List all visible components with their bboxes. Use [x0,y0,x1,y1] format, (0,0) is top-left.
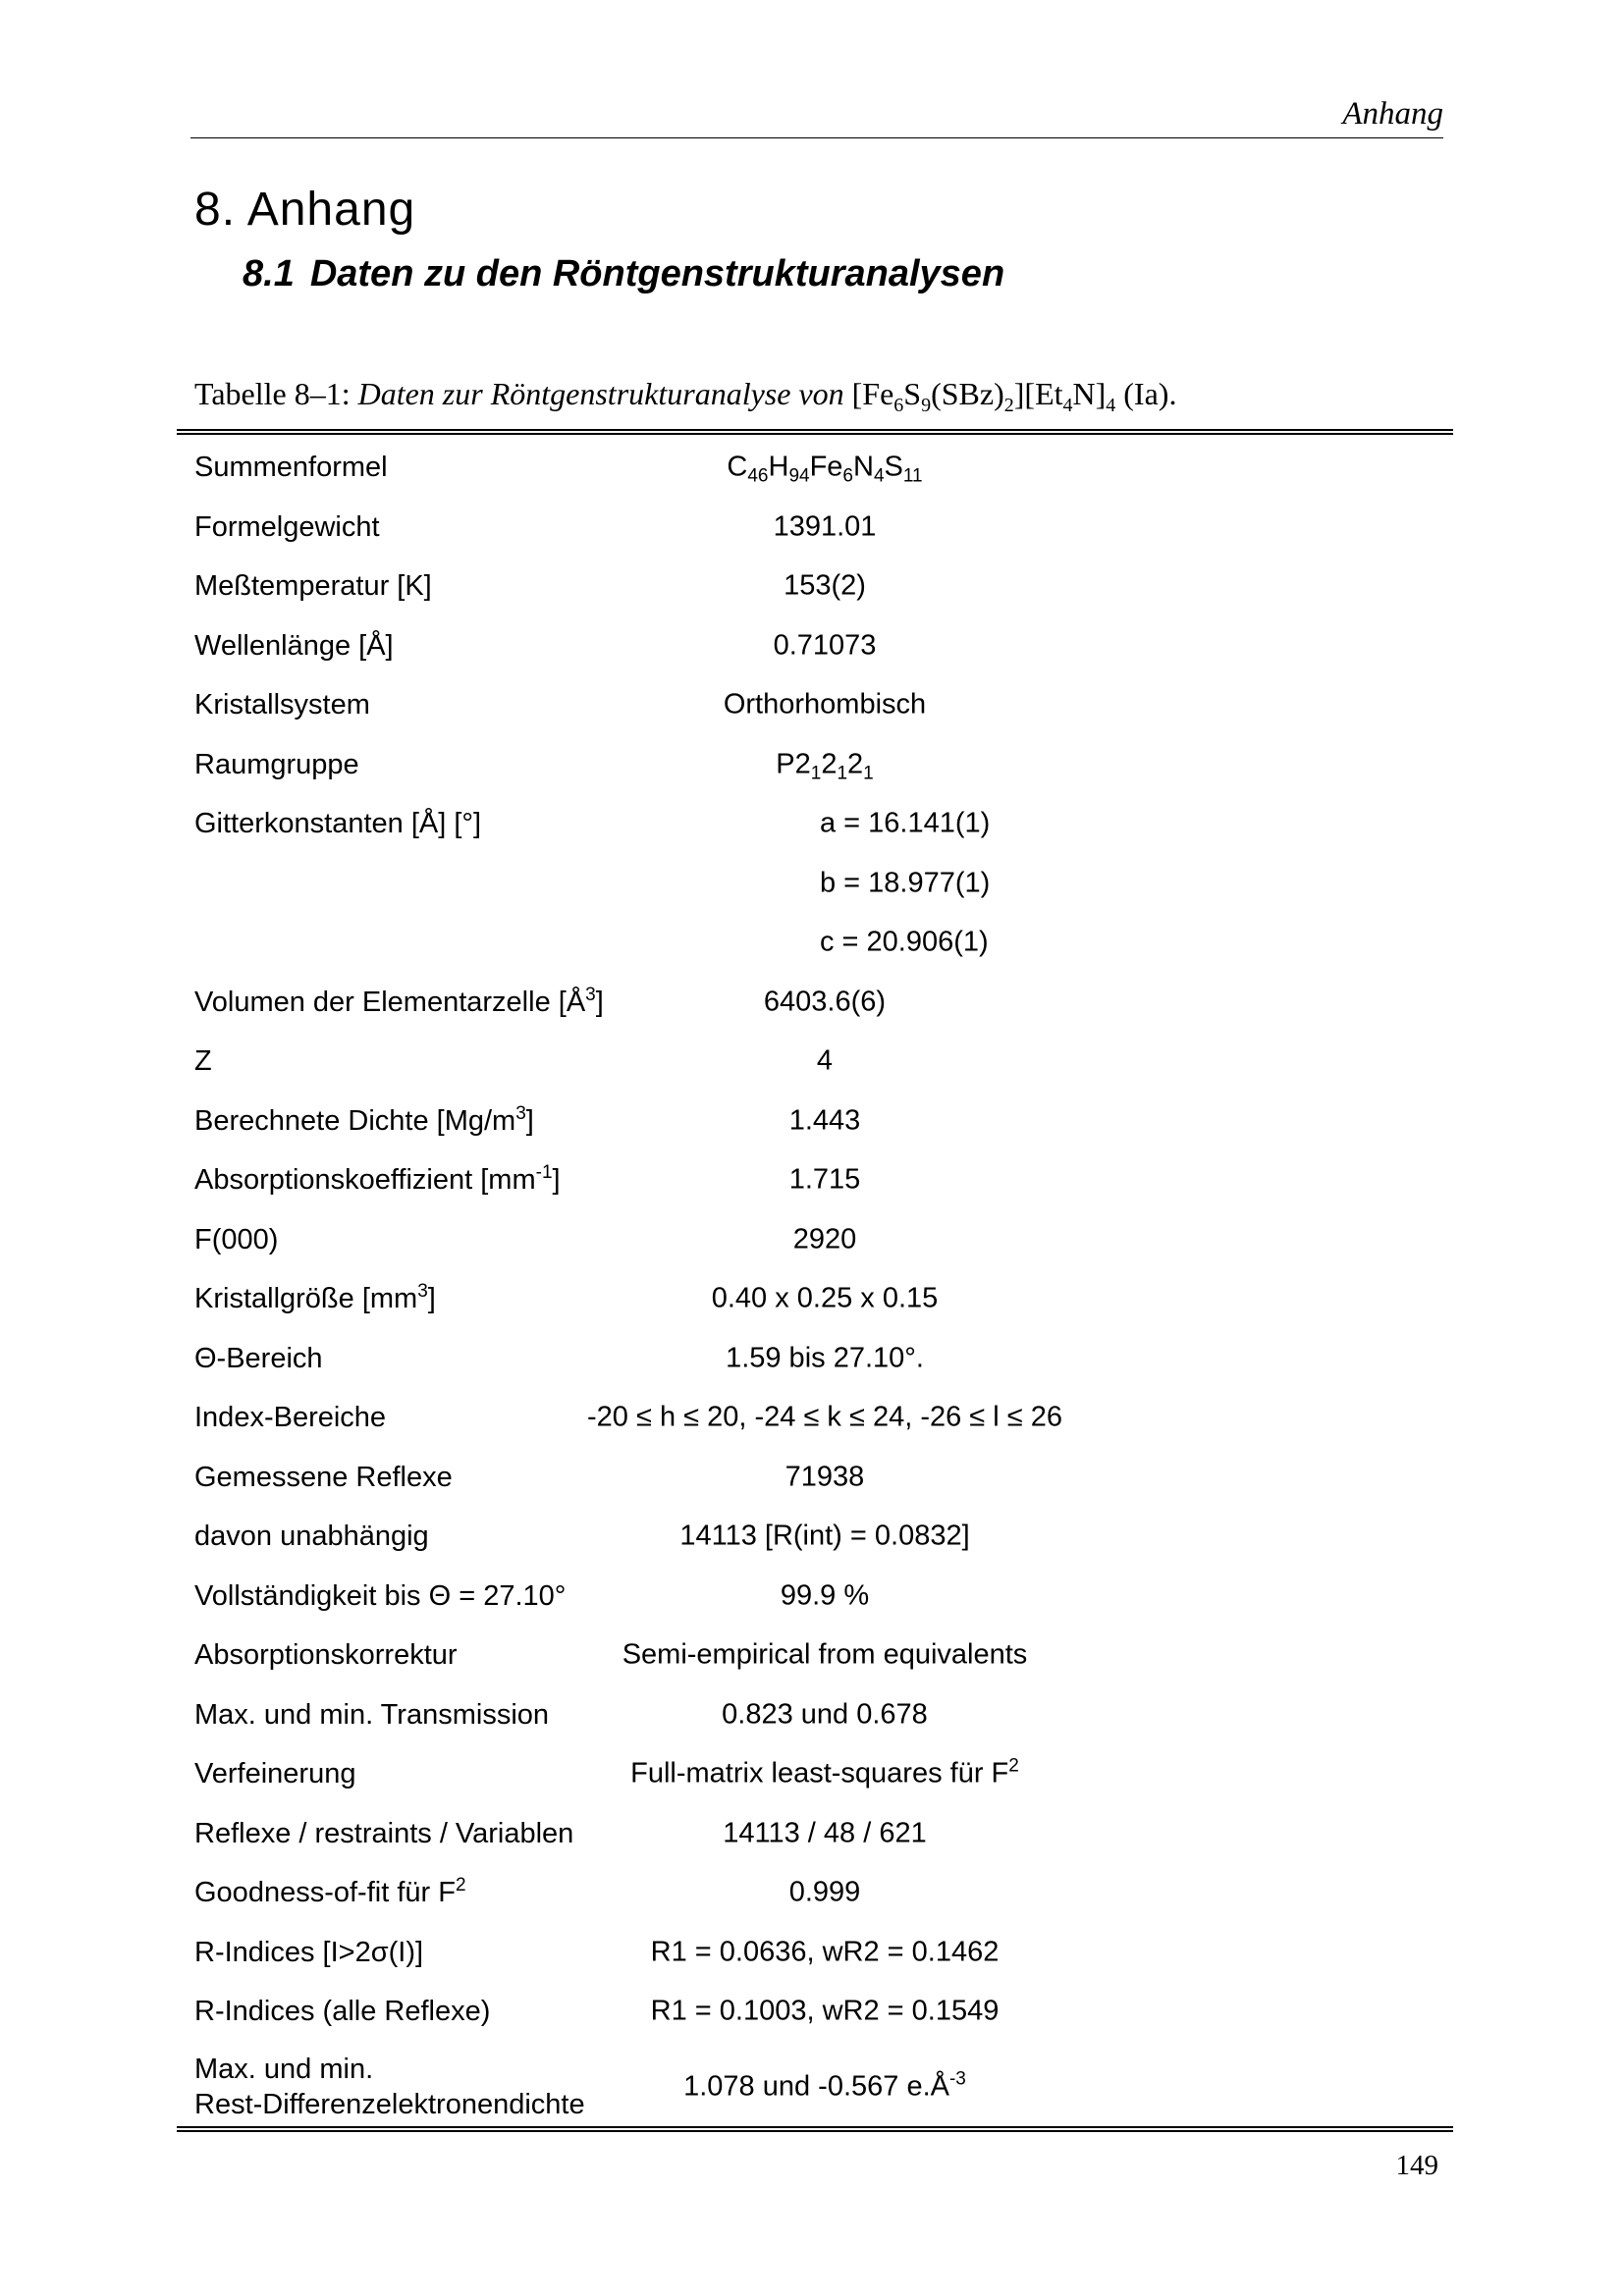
row-value: R1 = 0.0636, wR2 = 0.1462 [650,1936,1000,1968]
row-value: $P2_12_12_1$ [776,748,874,784]
row-label: Gemessene Reflexe [194,1461,453,1493]
data-table [177,438,1453,2132]
table-top-rule [177,429,1453,435]
row-label: Formelgewicht [194,510,380,543]
row-label: Θ-Bereich [194,1342,323,1374]
table-row [177,498,1453,558]
row-value: c = 20.906(1) [820,926,989,958]
row-label: Meßtemperatur [K] [194,570,432,603]
chapter-title-text: Anhang [246,184,416,236]
row-label: Absorptionskorrektur [194,1639,458,1672]
row-value: 1391.01 [773,510,877,543]
row-label: Gitterkonstanten [Å] [°] [194,808,482,840]
row-label: Raumgruppe [194,748,359,780]
table-row [177,1269,1453,1329]
table-row [177,1507,1453,1567]
caption-formula: $[Fe_6S_9(SBz)_2][Et_4N]_4$ [851,376,1116,416]
table-row [177,1210,1453,1270]
table-row [177,675,1453,735]
caption-label: Tabelle 8–1: [194,376,351,411]
chapter-number: 8. [194,184,237,236]
table-row [177,616,1453,676]
table-row [177,1863,1453,1923]
row-value: 0.40 x 0.25 x 0.15 [711,1282,939,1314]
row-value: 1.443 [788,1104,861,1137]
row-value: 4 [816,1044,834,1077]
row-value: 0.823 und 0.678 [722,1698,928,1731]
row-value: 99.9 % [780,1579,870,1612]
caption-description: Daten zur Röntgenstrukturanalyse von [357,376,844,411]
row-label: Vollständigkeit bis Θ = 27.10° [194,1579,567,1612]
row-value: 1.59 bis 27.10°. [726,1342,924,1374]
row-label: R-Indices [I>2σ(I)] [194,1936,424,1968]
row-label: Z [194,1045,212,1078]
chapter-title [194,183,415,237]
row-label: Index-Bereiche [194,1402,387,1434]
row-value: 71938 [784,1461,865,1493]
row-value: $C_{46}H_{94}Fe_6N_4S_{11}$ [727,451,923,487]
table-row [177,1626,1453,1685]
row-value: Semi-empirical from equivalents [622,1638,1028,1671]
table-row [177,794,1453,854]
table-row [177,2042,1453,2132]
section-title [243,253,1004,295]
table-row [177,1329,1453,1389]
table-bottom-rule [177,2126,1453,2132]
table-row [177,1804,1453,1864]
row-value: a = 16.141(1) [820,807,991,839]
row-label: Verfeinerung [194,1758,356,1790]
row-label: Volumen der Elementarzelle $[Å^3]$ [194,984,604,1018]
table-row [177,1448,1453,1508]
table-row [177,913,1453,973]
table-row [177,1685,1453,1745]
table-row [177,1092,1453,1151]
row-value: -20 ≤ h ≤ 20, -24 ≤ k ≤ 24, -26 ≤ l ≤ 26 [587,1401,1062,1433]
row-value: 153(2) [784,569,866,602]
header-rule [190,137,1443,138]
table-row [177,1923,1453,1983]
row-value: 1.078 und -0.567 $e.Å^{-3}$ [683,2068,966,2102]
row-label: Kristallgröße $[mm^3]$ [194,1281,436,1315]
row-label: Reflexe / restraints / Variablen [194,1817,574,1849]
row-value: 14113 [R(int) = 0.0832] [679,1520,970,1552]
row-label: Goodness-of-fit für $F^2$ [194,1875,466,1909]
table-row [177,1388,1453,1448]
table-row [177,1567,1453,1627]
row-label: Kristallsystem [194,689,370,721]
row-label: Summenformel [194,452,388,484]
page-number: 149 [1395,2150,1438,2181]
table-row [177,854,1453,914]
row-value: 0.999 [788,1876,861,1908]
row-label: F(000) [194,1223,279,1255]
row-label: Max. und min. Transmission [194,1698,550,1731]
row-value: R1 = 0.1003, wR2 = 0.1549 [650,1995,1000,2027]
section-number: 8.1 [243,253,295,294]
row-label: Max. und min. Rest-Differenzelektronendichte [194,2053,585,2120]
table-row [177,438,1453,498]
row-label: Berechnete Dichte $[Mg/m^3]$ [194,1102,534,1137]
row-value: 6403.6(6) [763,986,887,1018]
row-value: Orthorhombisch [723,688,927,721]
row-value: 2920 [792,1223,857,1255]
row-label: R-Indices (alle Reflexe) [194,1996,491,2028]
table-row [177,1032,1453,1092]
table-caption [194,376,1177,416]
table-row [177,973,1453,1033]
row-value: 1.715 [788,1163,861,1196]
row-value: 14113 / 48 / 621 [723,1817,927,1849]
caption-compound-id: (Ia). [1123,376,1177,411]
section-title-text: Daten zu den Röntgenstrukturanalysen [309,253,1005,294]
table-row [177,1744,1453,1804]
row-label: davon unabhängig [194,1521,429,1553]
row-label: Wellenlänge [Å] [194,629,394,662]
table-row [177,557,1453,616]
table-row [177,1150,1453,1210]
row-value: b = 18.977(1) [820,867,991,899]
table-row [177,1982,1453,2042]
table-row [177,735,1453,795]
row-value: 0.71073 [773,629,877,662]
row-label: Absorptionskoeffizient $[mm^{-1}]$ [194,1162,561,1197]
running-header: Anhang [1342,96,1443,132]
row-value: Full-matrix least-squares für $F^2$ [630,1755,1019,1789]
